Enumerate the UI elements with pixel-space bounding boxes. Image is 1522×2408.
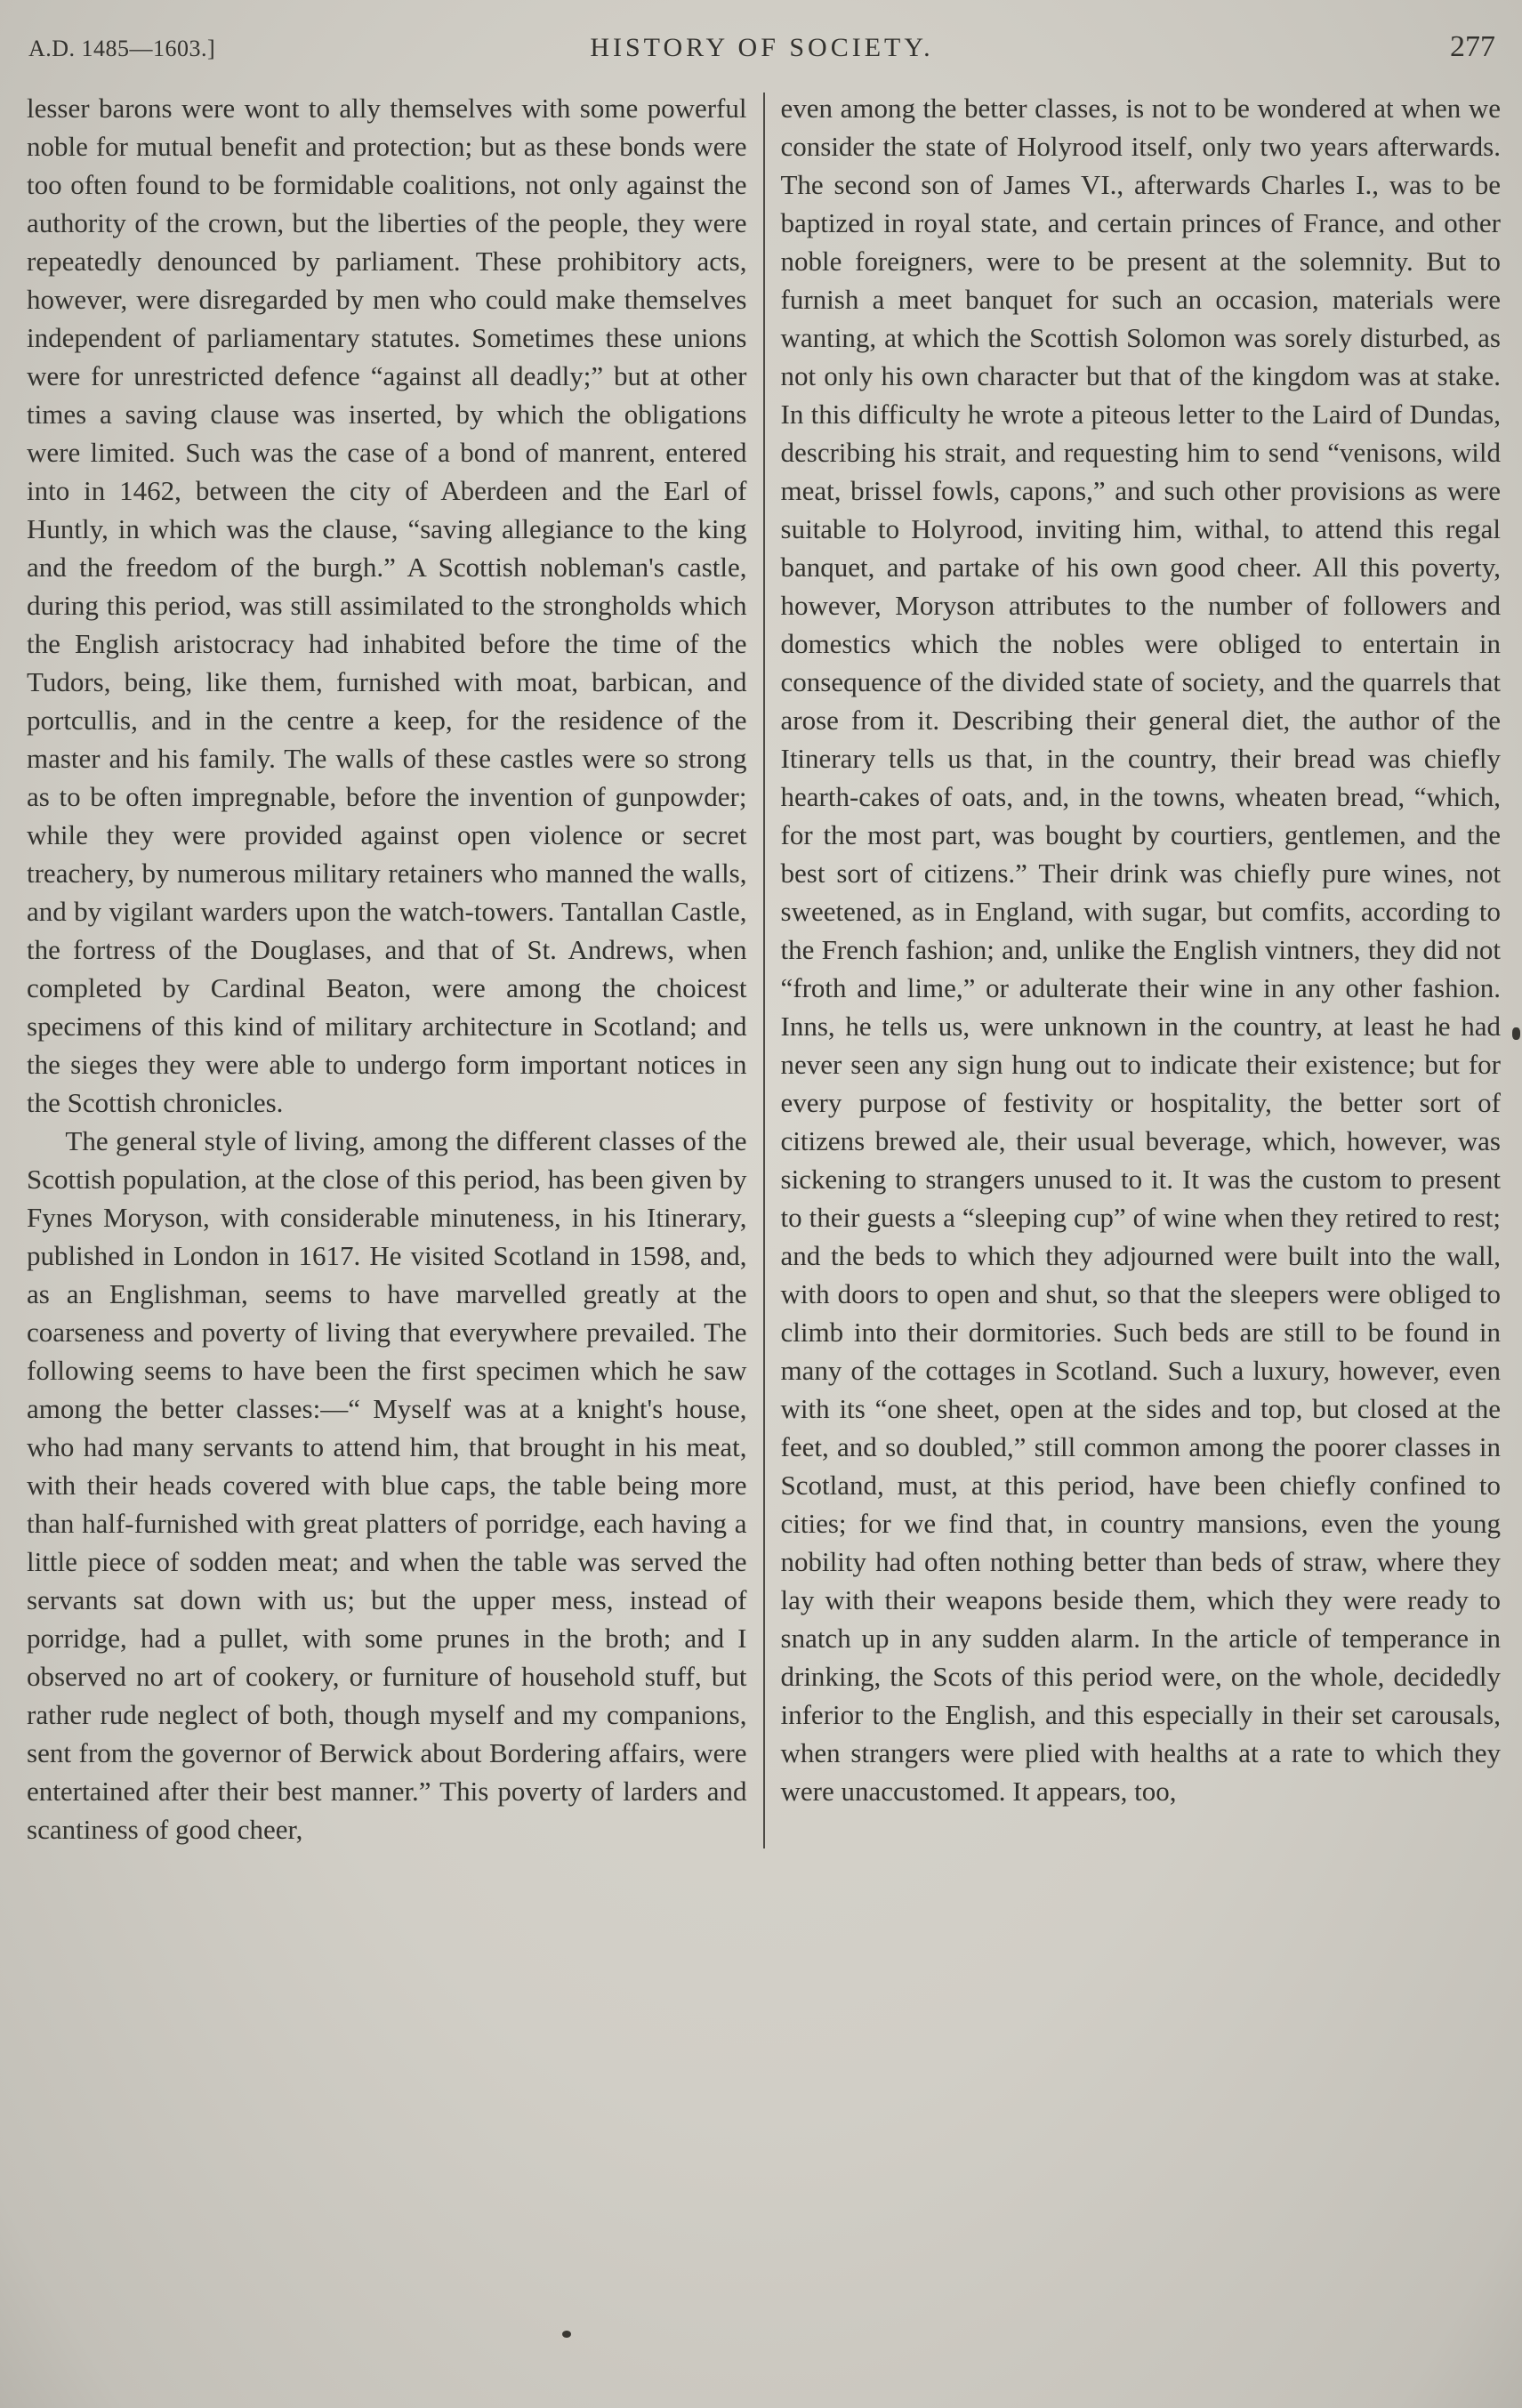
text-column-left [27, 89, 747, 1848]
paragraph: even among the better classes, is not to be wondered at when we consider the state of Holyrood itself, only two years afterwards. The second son of James VI., afterwards Charles I., was to be baptized in royal state, and certain princes of France, and other noble foreigners, were to be present at the solemnity. But to furnish a meet banquet for such an occasion, materials were wanting, at which the Scottish Solomon was sorely disturbed, as not only his own character but that of the kingdom was at stake. In this difficulty he wrote a piteous letter to the Laird of Dundas, describing his strait, and requesting him to send “venisons, wild meat, brissel fowls, capons,” and such other provisions as were suitable to Holyrood, inviting him, withal, to attend this regal banquet, and partake of his own good cheer. All this poverty, however, Moryson attributes to the number of followers and domestics which the nobles were obliged to entertain in consequence of the divided state of society, and the quarrels that arose from it. Describing their general diet, the author of the Itinerary tells us that, in the country, their bread was chiefly hearth-cakes of oats, and, in the towns, wheaten bread, “which, for the most part, was bought by courtiers, gentlemen, and the best sort of citizens.” Their drink was chiefly pure wines, not sweetened, as in England, with sugar, but comfits, according to the French fashion; and, unlike the English vintners, they did not “froth and lime,” or adulterate their wine in any other fashion. Inns, he tells us, were unknown in the country, at least he had never seen any sign hung out to indicate their existence; but for every purpose of festivity or hospitality, the better sort of citizens brewed ale, their usual beverage, which, however, was sickening to strangers unused to it. It was the custom to present to their guests a “sleeping cup” of wine when they retired to rest; and the beds to which they adjourned were built into the wall, with doors to open and shut, so that the sleepers were obliged to climb into their dormitories. Such beds are still to be found in many of the cottages in Scotland. Such a luxury, however, even with its “one sheet, open at the sides and top, but closed at the feet, and so doubled,” still common among the poorer classes in Scotland, must, at this period, have been chiefly confined to cities; for we find that, in country mansions, even the young nobility had often nothing better than beds of straw, where they lay with their weapons beside them, which they were ready to snatch up in any sudden alarm. In the article of temperance in drinking, the Scots of this period were, on the whole, decidedly inferior to the English, and this especially in their set carousals, when strangers were plied with healths at a rate to which they were unaccustomed. It appears, too, [780, 93, 1501, 1807]
paragraph: The general style of living, among the different classes of the Scottish population, at the close of this period, has been given by Fynes Moryson, with considerable minuteness, in his Itinerary, published in London in 1617. He visited Scotland in 1598, and, as an Englishman, seems to have marvelled greatly at the coarseness and poverty of living that everywhere prevailed. The following seems to have been the first specimen which he saw among the better classes:—“ Myself was at a knight's house, who had many servants to attend him, that brought in his meat, with their heads covered with blue caps, the table being more than half-furnished with great platters of porridge, each having a little piece of sodden meat; and when the table was served the servants sat down with us; but the upper mess, instead of porridge, had a pullet, with some prunes in the broth; and I observed no art of cookery, or furniture of household stuff, but rather rude neglect of both, though myself and my companions, sent from the governor of Berwick about Bordering affairs, were entertained after their best manner.” This poverty of larders and scantiness of good cheer, [27, 1125, 747, 1845]
ink-speck [1512, 1027, 1520, 1040]
column-divider-rule [763, 93, 765, 1848]
page-header [27, 30, 1501, 64]
two-column-text-block [27, 89, 1501, 1848]
ink-speck [562, 2331, 571, 2338]
text-column-right [781, 89, 1502, 1848]
page-number: 277 [1450, 30, 1495, 63]
paragraph: lesser barons were wont to ally themselves with some powerful noble for mutual benefit and protection; but as these bonds were too often found to be formidable coalitions, not only against the authority of the crown, but the liberties of the people, they were repeatedly denounced by parliament. These prohibitory acts, however, were disregarded by men who could make themselves independent of parliamentary statutes. Sometimes these unions were for unrestricted defence “against all deadly;” but at other times a saving clause was inserted, by which the obligations were limited. Such was the case of a bond of manrent, entered into in 1462, between the city of Aberdeen and the Earl of Huntly, in which was the clause, “saving allegiance to the king and the freedom of the burgh.” A Scottish nobleman's castle, during this period, was still assimilated to the strongholds which the English aristocracy had inhabited before the time of the Tudors, being, like them, furnished with moat, barbican, and portcullis, and in the centre a keep, for the residence of the master and his family. The walls of these castles were so strong as to be often impregnable, before the invention of gunpowder; while they were provided against open violence or secret treachery, by numerous military retainers who manned the walls, and by vigilant warders upon the watch-towers. Tantallan Castle, the fortress of the Douglases, and that of St. Andrews, when completed by Cardinal Beaton, were among the choicest specimens of this kind of military architecture in Scotland; and the sieges they were able to undergo form important notices in the Scottish chronicles. [27, 93, 747, 1118]
header-date-range: A.D. 1485—1603.] [28, 36, 216, 61]
page-title: HISTORY OF SOCIETY. [590, 33, 934, 62]
